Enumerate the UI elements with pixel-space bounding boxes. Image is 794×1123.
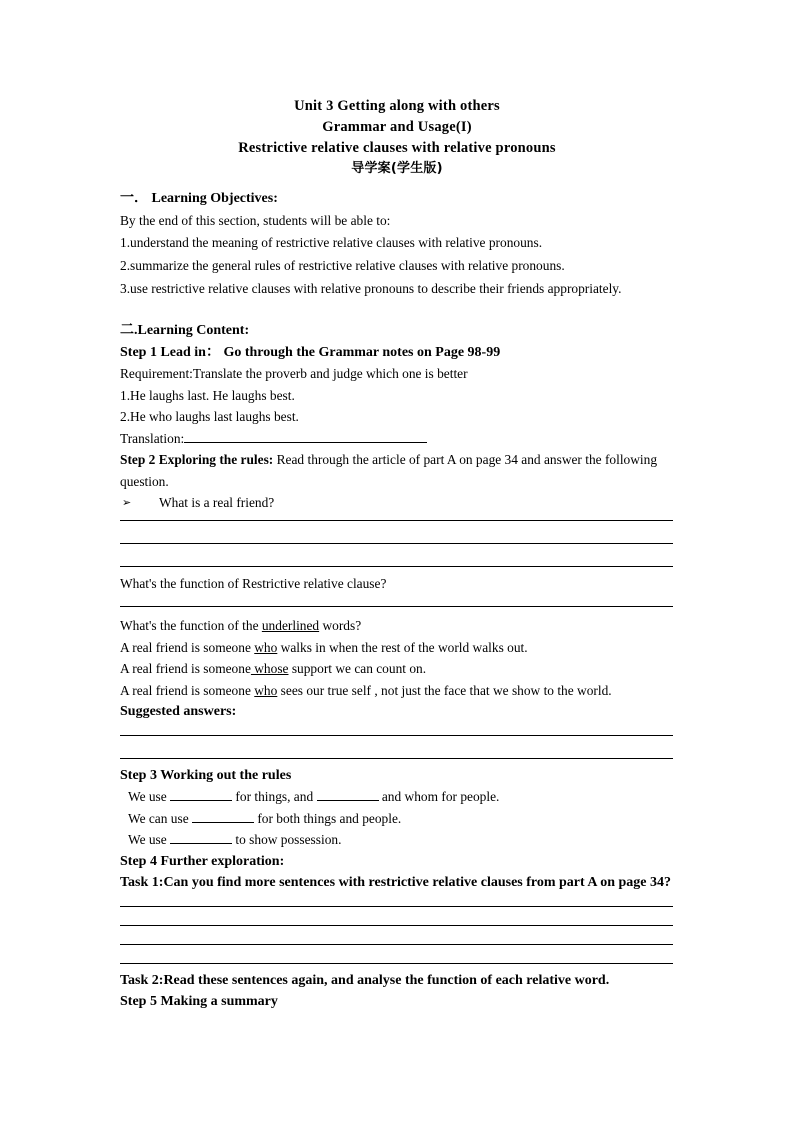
step2-function-spacer: [120, 594, 674, 606]
example-2-pre: A real friend is someone: [120, 661, 251, 676]
step2-question-underlined-row: [120, 615, 674, 637]
step3-rule-1: [120, 786, 674, 808]
step2-heading: Step 2 Exploring the rules:: [120, 452, 274, 467]
step1-heading: Step 1 Lead in： Go through the Grammar notes on Page 98-99: [120, 344, 501, 360]
step2-question-function: What's the function of Restrictive relative clause?: [120, 575, 387, 591]
example-1-relative-pronoun: who: [254, 639, 278, 655]
objective-item-2: 2.summarize the general rules of restrictive relative clauses with relative pronouns.: [120, 258, 565, 273]
example-2-relative-pronoun: whose: [250, 661, 289, 676]
step2-bullet-question-row: [120, 492, 674, 514]
step3-rule-1-part-2: for things, and: [232, 789, 317, 804]
step3-rule-3-blank-1[interactable]: [170, 830, 232, 844]
title-line-chinese: 导学案(学生版): [351, 161, 443, 176]
example-3-post: sees our true self , not just the face that we show to the world.: [277, 682, 612, 698]
objective-item-1: 1.understand the meaning of restrictive relative clauses with relative pronouns.: [120, 235, 543, 250]
task1-spacer: [120, 894, 674, 906]
step3-rule-2: [120, 808, 674, 830]
objective-item-3: 3.use restrictive relative clauses with relative pronouns to describe their friends appropriately.: [120, 281, 622, 296]
step3-rule-2-part-1: We can use: [128, 810, 192, 826]
step1-proverb-1: 1.He laughs last. He laughs best.: [120, 387, 295, 403]
example-1-pre: A real friend is someone: [120, 639, 255, 655]
translation-label: Translation:: [120, 430, 185, 446]
task1-answer-rules-group: [120, 906, 674, 964]
step3-rule-2-blank-1[interactable]: [192, 809, 254, 823]
step3-rule-1-part-3: and whom for people.: [378, 789, 500, 804]
rule-gap: [120, 544, 674, 566]
step3-rule-2-part-2: for both things and people.: [253, 810, 402, 826]
step1-requirement: Requirement:Translate the proverb and judge which one is better: [120, 366, 468, 381]
step2-heading-rest: Read through the article of part A on page 34 and answer the following question.: [120, 452, 658, 489]
step2-heading-row: [120, 449, 674, 492]
step1-translation-row: [120, 428, 674, 450]
step3-rule-1-blank-2[interactable]: [317, 787, 379, 801]
rule-gap: [120, 521, 674, 543]
learning-content-heading: 二.Learning Content:: [120, 323, 250, 338]
step3-rule-3-part-1: We use: [128, 832, 171, 847]
question-underlined-word: underlined: [261, 618, 320, 633]
learning-objectives-heading: 一． Learning Objectives:: [120, 191, 278, 206]
step1-proverb-2: 2.He who laughs last laughs best.: [120, 409, 299, 424]
step2-answer-rules-group-1: [120, 520, 674, 567]
step3-rule-3-part-2: to show possession.: [232, 832, 342, 847]
step2-example-2: [120, 658, 674, 680]
example-3-pre: A real friend is someone: [120, 682, 255, 698]
step4-task1: Task 1:Can you find more sentences with restrictive relative clauses from part A on page 34?: [120, 875, 672, 890]
rule-gap: [120, 736, 674, 758]
step4-heading: Step 4 Further exploration:: [120, 853, 285, 869]
suggested-answers-label: Suggested answers:: [120, 704, 237, 719]
title-line-3: Restrictive relative clauses with relative pronouns: [238, 140, 556, 156]
learning-objectives-intro: By the end of this section, students will be able to:: [120, 212, 391, 228]
step5-heading: Step 5 Making a summary: [120, 994, 278, 1009]
translation-answer-blank[interactable]: [184, 429, 427, 443]
example-1-post: walks in when the rest of the world walks out.: [277, 639, 528, 655]
step3-rule-1-part-1: We use: [128, 789, 171, 804]
example-2-post: support we can count on.: [288, 661, 427, 676]
step3-rule-3: [120, 829, 674, 851]
step2-example-3: [120, 680, 674, 702]
question-underlined-post: words?: [319, 618, 362, 633]
document-title: [120, 96, 674, 179]
suggested-answers-spacer: [120, 723, 674, 735]
rule-gap: [120, 926, 674, 944]
suggested-answers-rules-group: [120, 735, 674, 759]
step3-rule-1-blank-1[interactable]: [170, 787, 232, 801]
document-content: [120, 96, 674, 1013]
rule-gap: [120, 907, 674, 925]
rule-gap: [120, 607, 674, 615]
arrow-bullet-icon: ➢: [122, 496, 132, 509]
title-line-1: Unit 3 Getting along with others: [294, 98, 500, 114]
objectives-spacer: [120, 300, 674, 320]
step2-example-1: [120, 637, 674, 659]
example-3-relative-pronoun: who: [254, 682, 278, 698]
question-underlined-pre: What's the function of the: [120, 618, 262, 633]
step2-bullet-question: What is a real friend?: [159, 495, 275, 510]
step3-heading: Step 3 Working out the rules: [120, 767, 292, 783]
title-line-2: Grammar and Usage(I): [322, 119, 472, 135]
step4-task2: Task 2:Read these sentences again, and analyse the function of each relative word.: [120, 972, 610, 988]
rule-gap: [120, 945, 674, 963]
